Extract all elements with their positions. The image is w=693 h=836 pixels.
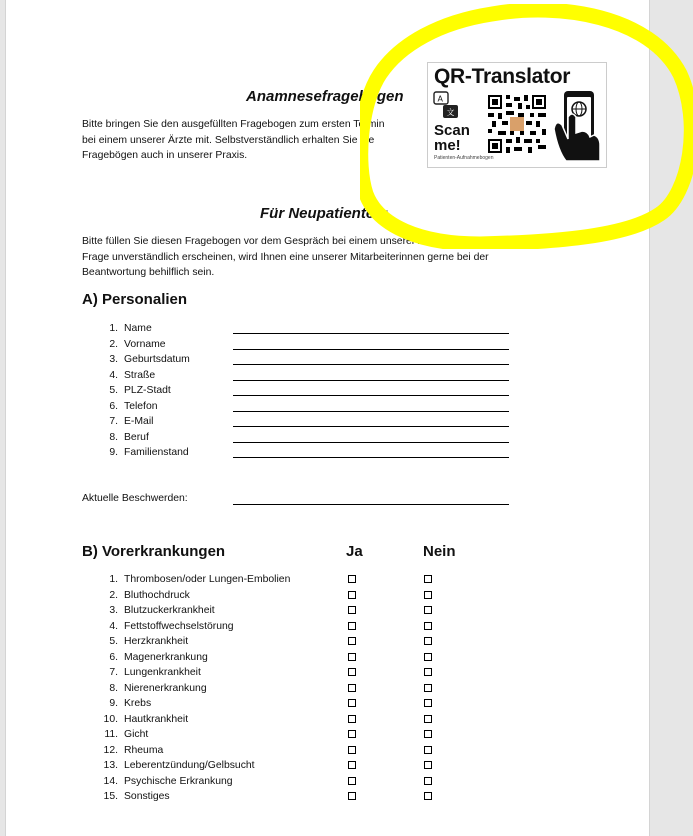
condition-label: Leberentzündung/Gelbsucht xyxy=(124,760,255,771)
no-checkbox[interactable] xyxy=(424,668,432,676)
personal-field-row xyxy=(94,352,514,368)
subtitle: Für Neupatienten: xyxy=(260,205,389,222)
condition-row xyxy=(94,603,344,619)
yes-checkbox[interactable] xyxy=(348,575,356,583)
section-a-heading: A) Personalien xyxy=(82,291,188,308)
item-number: 15. xyxy=(103,791,118,802)
no-checkbox[interactable] xyxy=(424,792,432,800)
personal-field-row xyxy=(94,414,514,430)
yes-checkbox[interactable] xyxy=(348,746,356,754)
item-number: 1. xyxy=(109,574,118,585)
item-number: 4. xyxy=(109,369,118,381)
document-title: Anamnesefragebogen xyxy=(246,88,404,105)
scan-line: me! xyxy=(434,137,461,154)
field-label: Geburtsdatum xyxy=(124,354,190,365)
condition-row xyxy=(94,665,344,681)
condition-row xyxy=(94,634,344,650)
field-label: E-Mail xyxy=(124,416,154,427)
condition-label: Gicht xyxy=(124,729,149,740)
item-number: 2. xyxy=(109,338,118,350)
field-input-line[interactable] xyxy=(233,426,509,427)
condition-label: Magenerkrankung xyxy=(124,651,208,663)
item-number: 1. xyxy=(109,323,118,334)
yes-checkbox[interactable] xyxy=(348,792,356,800)
section-b-heading: B) Vorerkrankungen xyxy=(82,543,226,560)
no-checkbox[interactable] xyxy=(424,730,432,738)
condition-row xyxy=(94,650,344,666)
complaints-input-line[interactable] xyxy=(233,504,509,505)
item-number: 12. xyxy=(103,744,118,756)
scan-me-label xyxy=(434,123,470,153)
personal-field-row xyxy=(94,337,514,353)
yes-checkbox[interactable] xyxy=(348,591,356,599)
field-input-line[interactable] xyxy=(233,333,509,334)
condition-label: Krebs xyxy=(124,698,152,709)
no-checkbox[interactable] xyxy=(424,699,432,707)
condition-row xyxy=(94,774,344,790)
personal-field-row xyxy=(94,399,514,415)
yes-checkbox[interactable] xyxy=(348,777,356,785)
instructions-line: Frage unverständlich erscheinen, wird Ihnen eine unserer Mitarbeiterinnen gerne bei der xyxy=(82,251,489,263)
no-checkbox[interactable] xyxy=(424,777,432,785)
condition-label: Rheuma xyxy=(124,744,164,756)
field-label: Name xyxy=(124,323,152,334)
condition-row xyxy=(94,696,344,712)
field-input-line[interactable] xyxy=(233,395,509,396)
intro-line: Fragebögen auch in unserer Praxis. xyxy=(82,150,248,161)
field-input-line[interactable] xyxy=(233,411,509,412)
no-checkbox[interactable] xyxy=(424,684,432,692)
field-input-line[interactable] xyxy=(233,457,509,458)
personal-field-row xyxy=(94,445,514,461)
condition-label: Lungenkrankheit xyxy=(124,667,201,678)
condition-label: Bluthochdruck xyxy=(124,589,190,601)
field-label: Beruf xyxy=(124,431,149,443)
svg-text:文: 文 xyxy=(446,108,455,117)
item-number: 4. xyxy=(109,620,118,632)
condition-label: Sonstiges xyxy=(124,791,170,802)
item-number: 7. xyxy=(109,416,118,427)
item-number: 3. xyxy=(109,605,118,616)
item-number: 5. xyxy=(109,385,118,396)
item-number: 6. xyxy=(109,400,118,412)
document-page xyxy=(6,0,649,836)
svg-text:A: A xyxy=(437,94,443,104)
translate-icon xyxy=(433,91,461,121)
instructions-text xyxy=(82,234,582,281)
field-input-line[interactable] xyxy=(233,349,509,350)
scan-line: Scan xyxy=(434,122,470,139)
item-number: 8. xyxy=(109,431,118,443)
no-checkbox[interactable] xyxy=(424,637,432,645)
no-checkbox[interactable] xyxy=(424,715,432,723)
field-input-line[interactable] xyxy=(233,380,509,381)
condition-label: Blutzuckerkrankheit xyxy=(124,605,215,616)
yes-checkbox[interactable] xyxy=(348,668,356,676)
item-number: 3. xyxy=(109,354,118,365)
item-number: 5. xyxy=(109,636,118,647)
yes-checkbox[interactable] xyxy=(348,699,356,707)
no-checkbox[interactable] xyxy=(424,591,432,599)
instructions-line: Beantwortung behilflich sein. xyxy=(82,267,215,278)
qr-translator-title: QR-Translator xyxy=(434,65,571,88)
field-label: PLZ-Stadt xyxy=(124,385,171,396)
field-label: Straße xyxy=(124,369,156,381)
no-checkbox[interactable] xyxy=(424,606,432,614)
condition-row xyxy=(94,572,344,588)
item-number: 14. xyxy=(103,775,118,787)
intro-line: Bitte bringen Sie den ausgefüllten Fragebogen zum ersten Termin xyxy=(82,119,385,130)
condition-row xyxy=(94,619,344,635)
yes-checkbox[interactable] xyxy=(348,684,356,692)
phone-hand-icon xyxy=(550,89,604,165)
field-input-line[interactable] xyxy=(233,364,509,365)
condition-label: Herzkrankheit xyxy=(124,636,189,647)
item-number: 6. xyxy=(109,651,118,663)
item-number: 2. xyxy=(109,589,118,601)
item-number: 9. xyxy=(109,447,118,458)
condition-row xyxy=(94,681,344,697)
condition-row xyxy=(94,789,344,805)
item-number: 11. xyxy=(104,729,118,740)
field-label: Telefon xyxy=(124,400,158,412)
yes-checkbox[interactable] xyxy=(348,622,356,630)
yes-checkbox[interactable] xyxy=(348,761,356,769)
condition-label: Hautkrankheit xyxy=(124,713,189,725)
intro-line: bei einem unserer Ärzte mit. Selbstverständlich erhalten Sie die xyxy=(82,134,375,146)
yes-checkbox[interactable] xyxy=(348,653,356,661)
field-label: Vorname xyxy=(124,338,166,350)
no-checkbox[interactable] xyxy=(424,761,432,769)
field-input-line[interactable] xyxy=(233,442,509,443)
no-checkbox[interactable] xyxy=(424,746,432,754)
yes-checkbox[interactable] xyxy=(348,730,356,738)
yes-checkbox[interactable] xyxy=(348,637,356,645)
condition-row xyxy=(94,727,344,743)
yes-checkbox[interactable] xyxy=(348,715,356,723)
item-number: 9. xyxy=(109,698,118,709)
personal-field-row xyxy=(94,430,514,446)
no-checkbox[interactable] xyxy=(424,622,432,630)
qr-code-icon[interactable] xyxy=(488,95,546,153)
personal-field-row xyxy=(94,383,514,399)
yes-checkbox[interactable] xyxy=(348,606,356,614)
condition-row xyxy=(94,712,344,728)
condition-label: Nierenerkrankung xyxy=(124,682,207,694)
condition-row xyxy=(94,743,344,759)
intro-text xyxy=(82,117,412,164)
column-no-header: Nein xyxy=(423,543,456,560)
qr-translator-card[interactable] xyxy=(427,62,607,168)
instructions-line: Bitte füllen Sie diesen Fragebogen vor dem Gespräch bei einem unserer Ärzte aus. Sollte Ihnen eine xyxy=(82,236,546,247)
condition-row xyxy=(94,758,344,774)
personal-field-row xyxy=(94,321,514,337)
personal-field-row xyxy=(94,368,514,384)
condition-label: Thrombosen/oder Lungen-Embolien xyxy=(124,574,291,585)
item-number: 13. xyxy=(103,760,118,771)
no-checkbox[interactable] xyxy=(424,575,432,583)
item-number: 7. xyxy=(109,667,118,678)
qr-caption: Patienten-Aufnahmebogen xyxy=(434,155,494,161)
condition-row xyxy=(94,588,344,604)
field-label: Familienstand xyxy=(124,447,189,458)
complaints-label: Aktuelle Beschwerden: xyxy=(82,493,188,504)
column-yes-header: Ja xyxy=(346,543,363,560)
item-number: 10. xyxy=(103,713,118,725)
condition-label: Fettstoffwechselstörung xyxy=(124,620,234,632)
item-number: 8. xyxy=(109,682,118,694)
condition-label: Psychische Erkrankung xyxy=(124,775,233,787)
no-checkbox[interactable] xyxy=(424,653,432,661)
